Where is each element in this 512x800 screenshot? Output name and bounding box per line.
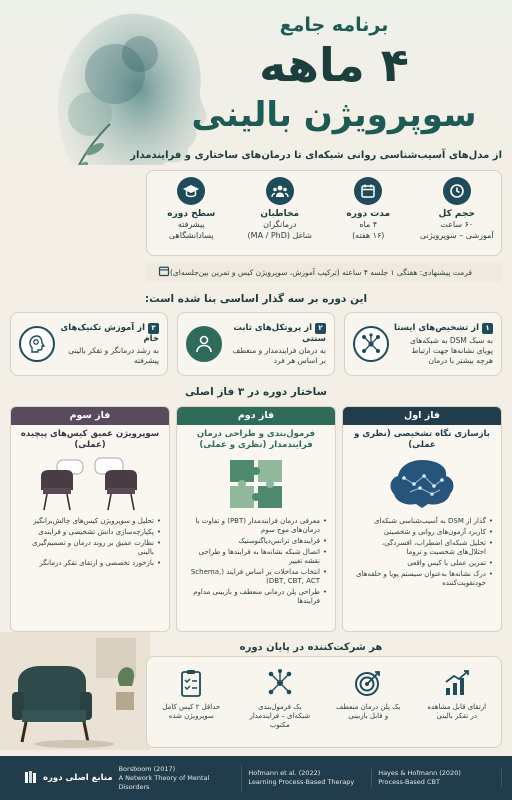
puzzle-icon	[177, 451, 335, 517]
tagline: از مدل‌های آسیب‌شناسی روانی شبکه‌ای تا درمان‌های ساختاری و فرایندمدار	[130, 150, 502, 161]
stat-value: پسادانشگاهی	[168, 231, 214, 240]
pillar-number: ۲	[315, 323, 326, 334]
references-bar	[0, 756, 512, 800]
phase-item: • کاربرد آزمون‌های روانی و شخصیتی	[351, 528, 493, 537]
stat-level	[148, 177, 234, 255]
phase-item: • بازخورد تخصصی و ارتقای تفکر درمانگر	[19, 559, 161, 568]
reference-item	[242, 769, 372, 787]
phase-subtitle: فرمول‌بندی و طراحی درمان فرایندمدار (نظری و عملی)	[196, 429, 316, 450]
phase-header: فاز سوم	[11, 407, 169, 425]
stat-audience	[237, 177, 323, 255]
network-icon	[247, 663, 313, 703]
growth-chart-icon	[424, 663, 490, 703]
stat-title: حجم کل	[438, 209, 475, 219]
phase-header: فاز اول	[343, 407, 501, 425]
outcomes-panel	[146, 656, 502, 748]
pillar-3	[10, 312, 168, 376]
phase-item: • معرفی درمان فرایندمدار (PBT) و تفاوت با درمان‌های موج سوم	[185, 517, 327, 535]
reference-citation: Hayes & Hofmann (2020)	[378, 769, 461, 777]
title-top: برنامه جامع	[279, 14, 389, 36]
phase-1	[342, 406, 502, 632]
outcome-text: حداقل ۲ کیس کامل سوپرویژن شده	[162, 703, 221, 720]
calendar-icon	[354, 177, 382, 205]
calendar-icon	[158, 265, 170, 279]
pillar-title: از پروتکل‌های ثابت سنتی	[233, 322, 326, 344]
books-icon	[24, 770, 38, 787]
group-icon	[266, 177, 294, 205]
phase-item: • اتصال شبکه نشانه‌ها به فرایندها و طراحی نقشه تغییر	[185, 548, 327, 566]
checklist-icon	[158, 663, 224, 703]
stat-title: مخاطبان	[260, 209, 300, 219]
stat-value: ۴ ماه	[359, 220, 378, 229]
pillar-title: از تشخیص‌های ایستا	[393, 322, 479, 333]
brain-gear-icon	[19, 326, 55, 362]
stat-value: ۶۰ ساعت	[440, 220, 474, 229]
phases-heading: ساختار دوره در ۳ فاز اصلی	[185, 386, 327, 398]
format-text: فرمت پیشنهادی: هفتگی ۱ جلسه ۴ ساعته (ترکیب آموزش، سوپرویژن کیس و تمرین بین‌جلسه‌ای)	[170, 267, 472, 277]
phase-3	[10, 406, 170, 632]
phase-subtitle: بازسازی نگاه تشخیصی (نظری و عملی)	[354, 429, 490, 450]
pillar-number: ۳	[148, 323, 159, 334]
phase-item: • تحلیل شبکه‌ای اضطراب، افسردگی، اختلال‌های شخصیت و تروما	[351, 539, 493, 557]
stat-value: درمانگران	[263, 220, 297, 229]
stats-panel	[146, 170, 502, 256]
pillar-body: به درمان فرایندمدار و منعطف بر اساس هر فرد	[232, 345, 326, 365]
stat-value: شاغل (MA / PhD)	[247, 231, 312, 240]
phase-item: • طراحی پلن درمانی منعطف و بازبینی مداوم فرایندها	[185, 588, 327, 606]
pillar-body: به رشد درمانگر و تفکر بالینی پیشرفته	[68, 345, 159, 365]
pillar-body: به سبک DSM به شبکه‌های پویای نشانه‌ها جهت ارتباط هرچه بیشتر با درمان	[410, 335, 493, 365]
outcome-text: یک فرمول‌بندی شبکه‌ای – فرایندمدار مکتوب	[249, 703, 311, 729]
chairs-icon	[11, 451, 169, 517]
stat-value: آموزشی – سوپرویژنی	[419, 231, 494, 240]
phase-item: • پکپارچه‌سازی دانش تشخیصی و فرایندی	[19, 528, 161, 537]
title-main: ۴ ماهه	[259, 38, 409, 92]
stat-title: مدت دوره	[346, 209, 391, 219]
reference-citation: Borsboom (2017)	[118, 764, 176, 773]
phase-item: • تحلیل و سوپرویژن کیس‌های چالش‌برانگیز	[19, 517, 161, 526]
stat-value: (۱۶ هفته)	[352, 231, 385, 240]
reference-citation: Hofmann et al. (2022)	[248, 769, 321, 777]
outcome-item	[247, 663, 313, 747]
phase-item: • درک نشانه‌ها به‌عنوان سیستم پویا و حلقه‌های خودتقویت‌کننده	[351, 570, 493, 588]
outcomes-heading: هر شرکت‌کننده در پایان دوره	[239, 642, 383, 653]
hero	[0, 0, 512, 165]
reference-item	[372, 769, 502, 787]
person-icon	[186, 326, 222, 362]
reference-title: A Network Theory of Mental Disorders	[118, 773, 210, 791]
title-sub: سوپرویژن بالینی	[191, 95, 477, 135]
graduation-cap-icon	[177, 177, 205, 205]
outcome-text: یک پلن درمان منعطف و قابل بازبینی	[336, 703, 401, 720]
stat-value: پیشرفته	[177, 220, 205, 229]
pillar-title: از آموزش تکنیک‌های خام	[60, 322, 159, 344]
stat-title: سطح دوره	[167, 209, 216, 219]
stat-duration	[325, 177, 411, 255]
reference-title: Learning Process-Based Therapy	[248, 778, 355, 786]
references-label	[24, 770, 113, 787]
brain-network-icon	[343, 451, 501, 517]
references-label-text: منابع اصلی دوره	[43, 773, 113, 783]
reference-title: Process-Based CBT	[378, 778, 440, 786]
phases	[10, 406, 502, 632]
network-icon	[353, 326, 389, 362]
phase-item: • نظارت عمیق بر روند درمان و تصمیم‌گیری بالینی	[19, 539, 161, 557]
pillar-number: ۱	[482, 323, 493, 334]
pillars	[10, 312, 502, 376]
phase-item: • تمرین عملی با کیس واقعی	[351, 559, 493, 568]
outcome-text: ارتقای قابل مشاهده در تفکر بالینی	[427, 703, 487, 720]
outcome-item	[335, 663, 401, 747]
format-bar	[146, 262, 502, 282]
outcome-item	[158, 663, 224, 747]
reference-item	[113, 765, 243, 792]
phase-2	[176, 406, 336, 632]
outcome-item	[424, 663, 490, 747]
clock-icon	[443, 177, 471, 205]
pillar-1	[344, 312, 502, 376]
target-icon	[335, 663, 401, 703]
pillar-2	[177, 312, 335, 376]
phase-header: فاز دوم	[177, 407, 335, 425]
phase-item: • گذار از DSM به آسیب‌شناسی شبکه‌ای	[351, 517, 493, 526]
stat-total-hours	[414, 177, 500, 255]
pillars-heading: این دوره بر سه گذار اساسی بنا شده است:	[144, 293, 368, 305]
phase-item: • انتخاب مداخلات بر اساس فرایند (Schema, DBT, CBT, ACT)	[185, 568, 327, 586]
phase-item: • فرایندهای ترانس‌دیاگنوستیک	[185, 537, 327, 546]
phase-subtitle: سوپرویژن عمیق کیس‌های پیچیده (عملی)	[20, 429, 160, 450]
